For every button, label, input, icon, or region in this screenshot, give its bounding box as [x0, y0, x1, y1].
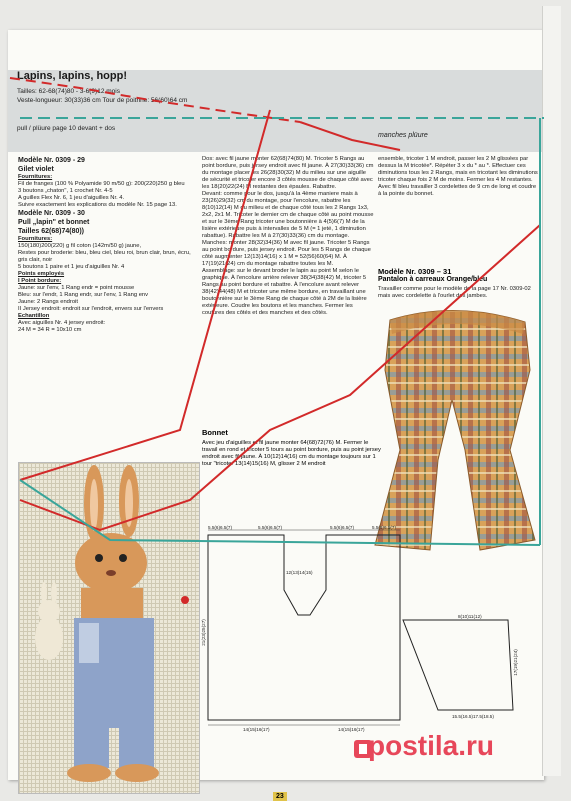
fourniture-line: Fil de franges (100 % Polyamide 90 m/50 g): 200(220)250 g bleu — [18, 181, 185, 187]
fourniture-line: A guilles Flex Nr. 6, 1 jeu d'aiguilles Nr. 4. — [18, 195, 125, 201]
model-30-sizes: Tailles 62(68)74(80)) — [18, 228, 85, 235]
page-title: Lapins, lapins, hopp! — [17, 70, 127, 82]
sizes-line: Tailles: 62-68(74)80 - 3-6(9)12 mois — [17, 88, 120, 95]
bonnet-text: Avec jeu d'aiguilles et fil jaune monter 64(68)72(76) M. Fermer le travail en rond et tricoter 5 tours au point bordure, puis au point jersey endroit avec fil jaune. À 10(12)14(16) cm du montage toujours sur 1 tour "tricoter 13(14)15(16) M, glisser 2 M endroit — [202, 440, 381, 467]
measure-label: 5.5(6)6.5(7) — [330, 525, 355, 530]
dos-text: Dos: avec fil jaune monter 62(68)74(80) M. Tricoter 5 Rangs au point bordure, puis jersey endroit avec fil jaune. À 27(30)33(36) cm du montage placer les 26(28)30(32) M du milieu sur une aiguille de sécurité et tricoter encore 3 côtés mousse de chaque côté avec les 18(20)22(24) M restantes des épaules. Rabattre. — [202, 156, 374, 190]
fournitures-label: Fournitures: — [18, 236, 53, 242]
measure-label: 21(23)25(27) — [200, 619, 206, 646]
points-label: Points employés — [18, 271, 65, 277]
model-31-text: Travailler comme pour le modèle de la page 17 Nr. 0309-02 mais avec cordelette à l'ourlet des jambes. — [378, 286, 531, 299]
measure-label: 5.5(6)6.5(7) — [208, 525, 233, 530]
measure-label: 5.5(6)6.5(7) — [372, 525, 397, 530]
echantillon-text: 24 M = 34 R = 10x10 cm — [18, 327, 82, 333]
assemblage-text: Assemblage: sur le devant broder le lapin au point M selon le graphique. À l'encolure arrière relever 38(34)38(42) M, tricoter 5 Rangs au point bordure et rabattre. À l'encolure avant relever 38(42)44(48) M et tricoter une même bordure, en travaillant une boutonnière sur le 3ème Rang de chaque côté à 2M de la lisière extérieure. Coudre les boutons et les manches. Fermer les coutures des côtés et des manches et des côtés. — [202, 268, 367, 316]
point-item: II Jersey endroit: endroit sur l'endroit, envers sur l'envers — [18, 306, 164, 312]
bonnet-title: Bonnet — [202, 428, 228, 437]
model-31-title: Modèle Nr. 0309 – 31 — [378, 267, 452, 276]
manches-label: manches plüure — [378, 132, 428, 139]
measure-label: 17(19)21(24) — [512, 649, 518, 676]
model-29-title: Modèle Nr. 0309 - 29 — [18, 157, 85, 164]
model-30-title: Modèle Nr. 0309 - 30 — [18, 210, 85, 217]
measure-label: 14(15)16(17) — [338, 727, 365, 732]
measures-line: Veste-longueur: 30(33)36 cm Tour de poitrine: 56(60)64 cm — [17, 97, 188, 104]
model-31-subtitle: Pantalon à carreaux Orange/bleu — [378, 276, 488, 283]
model-30-subtitle: Pull „lapin" et bonnet — [18, 219, 90, 226]
watermark-text: postila.ru — [368, 730, 495, 761]
page-number: 23 — [273, 792, 287, 801]
measure-label: 15.5(16.5)17.5(18.5) — [452, 714, 494, 719]
measure-label: 5.5(6)6.5(7) — [258, 525, 283, 530]
fourniture-line: 150(180)200(220) g fil coton (142m/50 g) jaune, — [18, 243, 142, 249]
measure-label: 14(15)16(17) — [243, 727, 270, 732]
echantillon-label: Echantillon — [18, 313, 50, 319]
fournitures-label: Fournitures: — [18, 174, 53, 180]
model-29-subtitle: Gilet violet — [18, 166, 54, 173]
fourniture-line: Restes pour broderie: bleu, bleu ciel, bleu roi, brun clair, brun, écru, gris clair, noir — [18, 250, 191, 263]
point-item: I Point bordure: — [18, 278, 62, 284]
fourniture-line: 5 boutons 1 paire et 1 jeu d'aiguilles Nr. 4 — [18, 264, 125, 270]
point-item: Bleu: sur l'endr, 1 Rang endr, sur l'env, 1 Rang env — [18, 292, 149, 298]
point-item: Jaune: 2 Rangs endroit — [18, 299, 78, 305]
fourniture-line: 3 boutons „chaton", 1 crochet Nr. 4-5 — [18, 188, 113, 194]
fourniture-line: Suivre exactement les explications du modèle Nr. 15 page 13. — [18, 202, 177, 208]
pull-ref: pull / plüure page 10 devant + dos — [17, 125, 116, 132]
point-item: Jaune: sur l'env, 1 Rang endr = point mousse — [18, 285, 135, 291]
ensemble-text: ensemble, tricoter 1 M endroit, passer les 2 M glissées par dessus la M tricotée*. Répéter 3 x du * au *. Effectuer ces diminutions tous les 2 Rangs, mais en tricotant les diminutions tricoter chaque fois 2 M de moins. Fermer les 4 M restantes. Avec fil bleu travailler 3 cordelettes de 9 cm de long et coudre à la pointe du bonnet. — [378, 156, 538, 197]
measure-label: 12(13)14(15) — [286, 570, 313, 575]
devant-text: Devant: comme pour le dos, jusqu'à la 4ème maniere mais à 23(26)29(32) cm du montage, pour l'encolure, rabattre les 8(10)12(14) M du milieu et de chaque côté tous les 2 Rangs 1x3, 2x2, 2x1 M. Tricoter le dernier cm de chaque côté au point mousse et sur le 3ème Rang tricoter une boutonnière à 4(5)6(7) M de la lisière extérieure puis à intervalles de 5 M (= 1 jeté, 1 diminution rabattue). Rabattre les M à 27(30)33(36) cm du montage. — [202, 191, 374, 239]
manches-text: Manches: monter 28(32)34(36) M avec fil jaune. Tricoter 5 Rangs au point bordure, puis jersey endroit. Pour les 5 Rangs de chaque côté augmenter 12(13)14(16) x 1 M = 52(56)60(64) M. À 17(19)21(24) cm du montage rabattre toutes les M. — [202, 240, 371, 267]
echantillon-text: Avec aiguilles Nr. 4 jersey endroit: — [18, 320, 106, 326]
measure-label: 8(10)11(12) — [458, 614, 482, 619]
